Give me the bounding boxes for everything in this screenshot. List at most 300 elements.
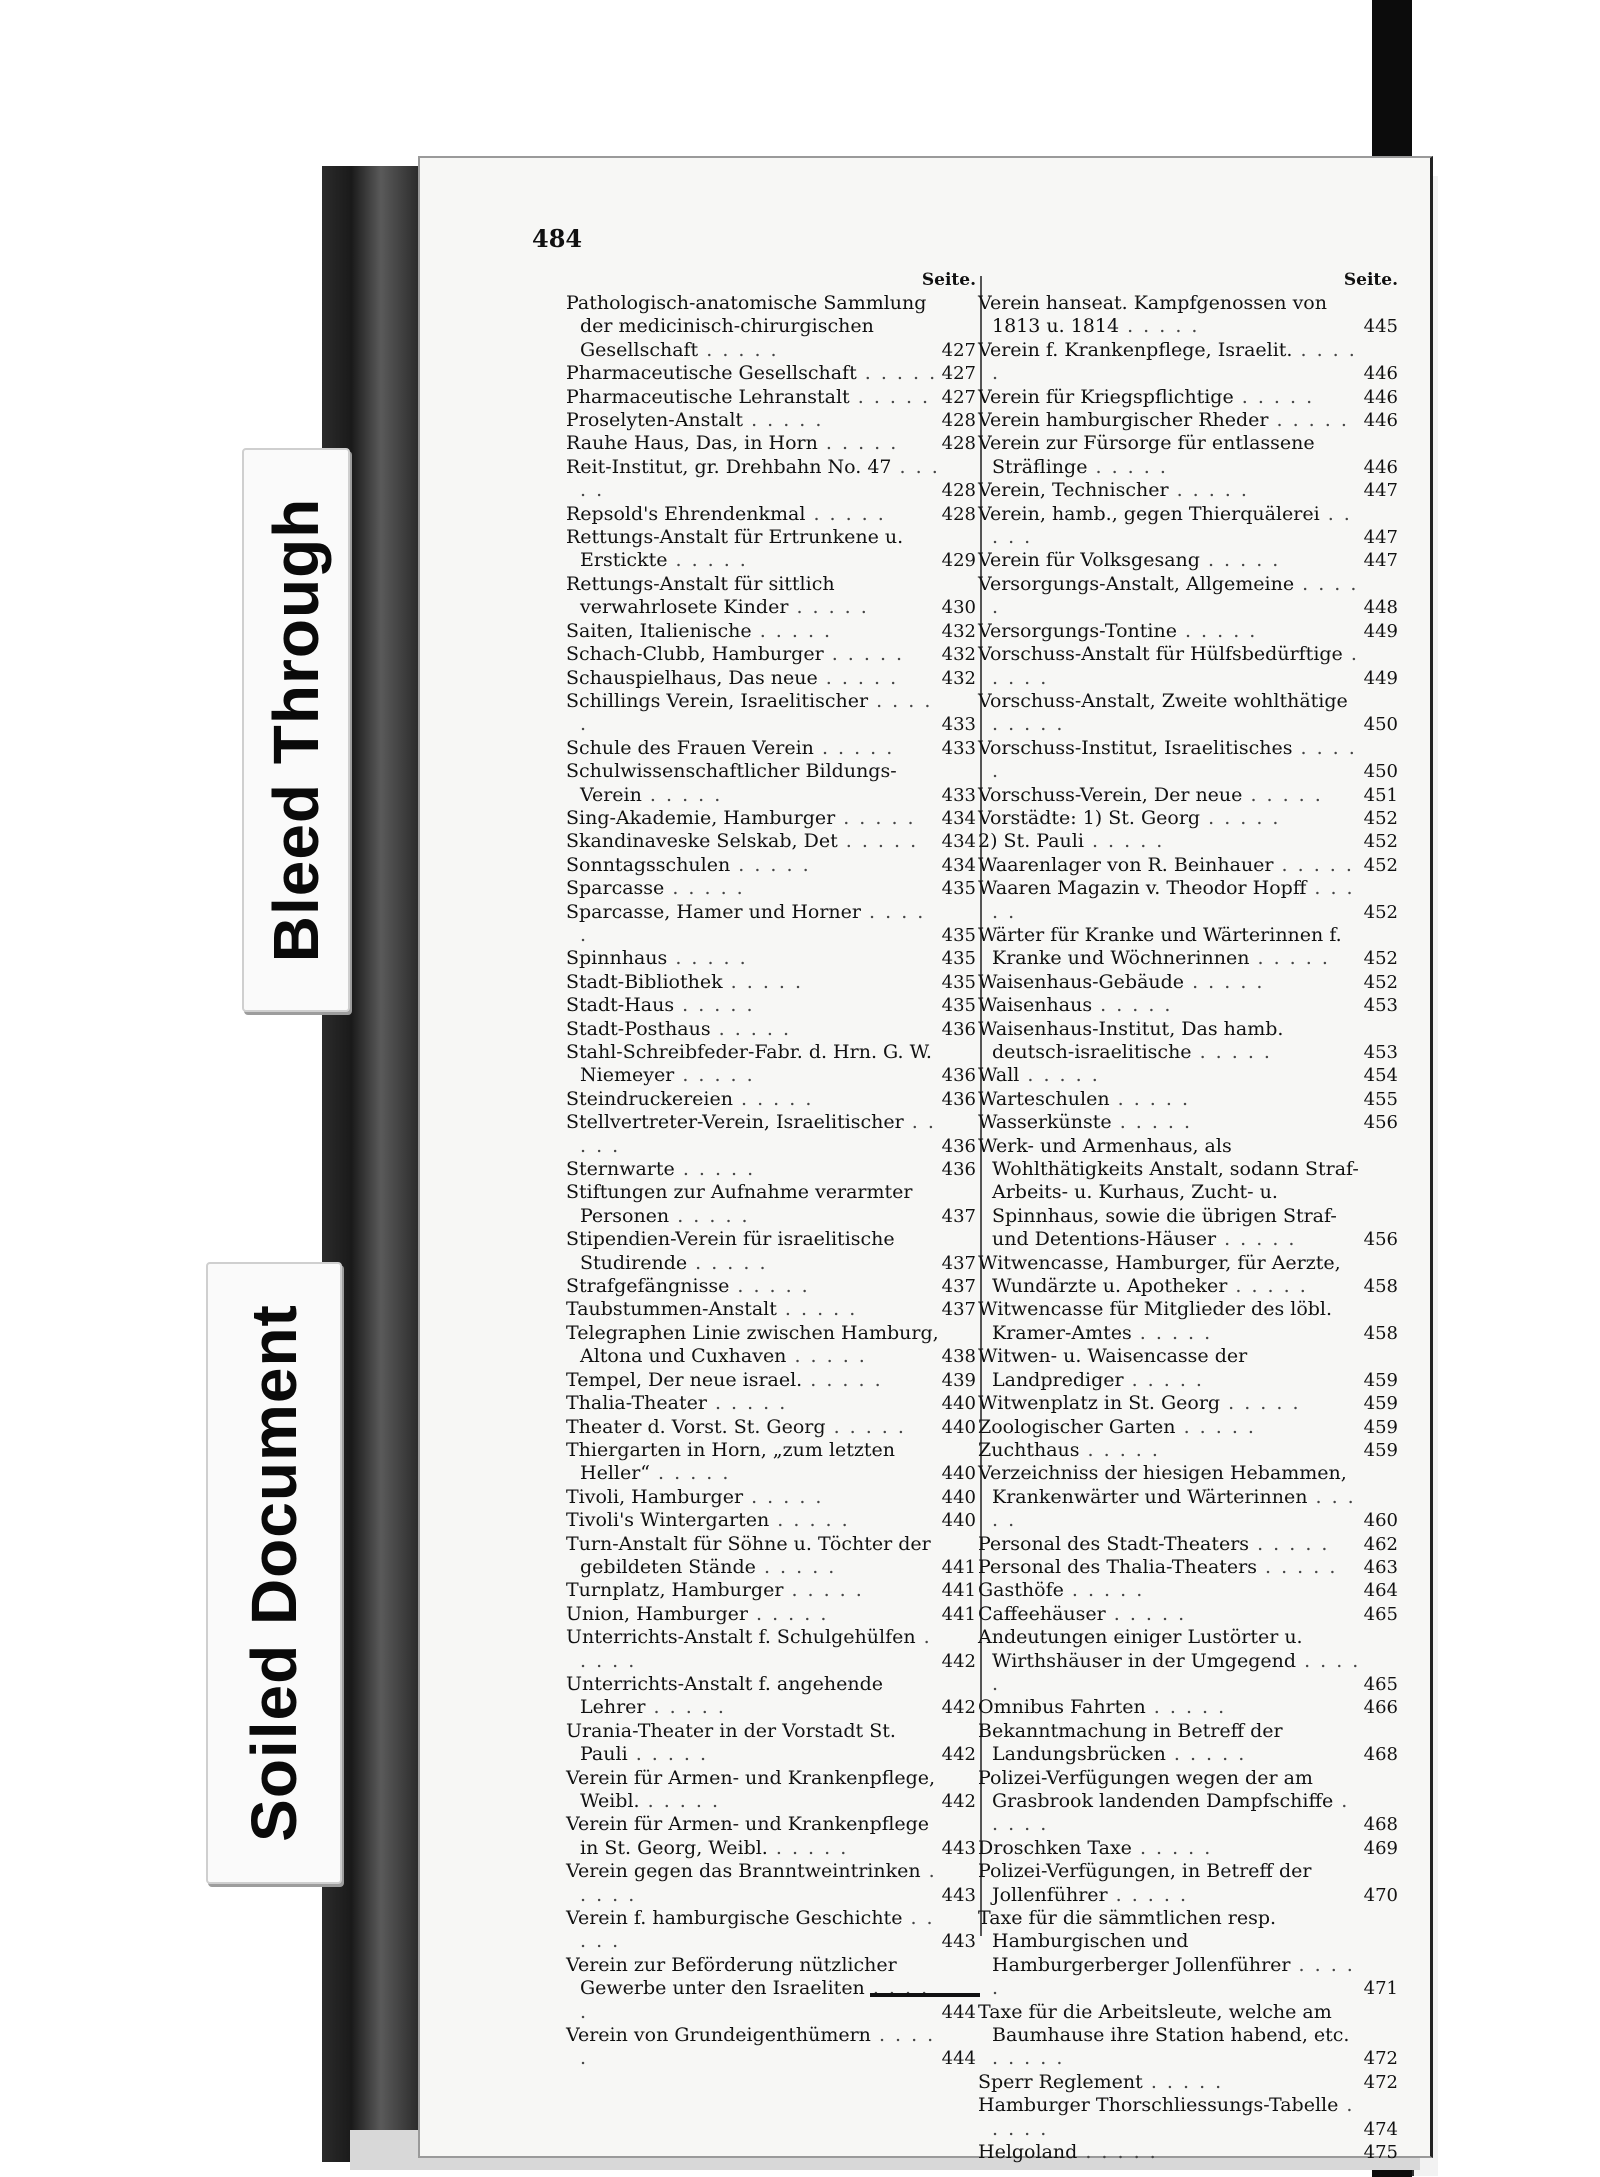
index-entry <box>566 1275 980 1298</box>
index-entry <box>978 690 1402 737</box>
entry-page-number: 452 <box>1363 971 1398 993</box>
entry-title: Telegraphen Linie zwischen Hamburg, Altona und Cuxhaven . . . <box>566 1322 980 1369</box>
index-entry <box>566 1181 980 1228</box>
entry-title: Verein für Kriegspflichtige . . . <box>978 386 1402 409</box>
entry-page-number: 432 <box>941 620 976 642</box>
entry-title: Verzeichniss der hiesigen Hebammen, Krankenwärter und Wärterinnen . . . <box>978 1462 1402 1532</box>
entry-page-number: 453 <box>1363 1042 1398 1063</box>
entry-page-number: 463 <box>1363 1556 1398 1578</box>
index-entries-left <box>566 292 980 2071</box>
entry-page-number: 428 <box>941 410 976 432</box>
index-entry <box>566 409 980 432</box>
entry-title: Steindruckereien . . . <box>566 1088 980 1111</box>
index-entry <box>566 1088 980 1111</box>
entry-page-number: 442 <box>941 1744 976 1766</box>
entry-title: Verein, Technischer . . . <box>978 479 1402 502</box>
entry-page-number: 440 <box>941 1463 976 1485</box>
entry-page-number: 469 <box>1363 1837 1398 1859</box>
index-entry <box>566 456 980 503</box>
entry-page-number: 447 <box>1363 480 1398 502</box>
entry-page-number: 459 <box>1363 1393 1398 1415</box>
index-entry <box>978 549 1402 572</box>
entry-page-number: 471 <box>1363 1978 1398 2000</box>
index-entry <box>978 807 1402 830</box>
entry-title: Verein für Volksgesang . . . <box>978 549 1402 572</box>
entry-page-number: 454 <box>1363 1065 1398 1087</box>
index-entry <box>978 1603 1402 1626</box>
entry-page-number: 465 <box>1363 1603 1398 1625</box>
index-entry <box>566 1322 980 1369</box>
index-entry <box>978 994 1402 1017</box>
entry-title: Versorgungs-Tontine . . . <box>978 620 1402 643</box>
index-entry <box>566 1860 980 1907</box>
entry-title: Vorschuss-Institut, Israelitisches . . . <box>978 737 1402 784</box>
entry-title: Sternwarte . . . <box>566 1158 980 1181</box>
entry-page-number: 437 <box>941 1205 976 1227</box>
index-entry <box>566 1720 980 1767</box>
entry-title: Vorschuss-Anstalt, Zweite wohlthätige . . . <box>978 690 1402 737</box>
entry-title: Stadt-Bibliothek . . . <box>566 971 980 994</box>
column-header-seite: Seite. <box>1343 270 1398 290</box>
entry-page-number: 435 <box>941 995 976 1017</box>
index-entry <box>978 503 1402 550</box>
entry-page-number: 452 <box>1363 948 1398 970</box>
entry-page-number: 443 <box>941 1884 976 1906</box>
index-entry <box>566 1603 980 1626</box>
index-entry <box>978 1837 1402 1860</box>
entry-page-number: 470 <box>1363 1884 1398 1906</box>
entry-title: Schauspielhaus, Das neue . . . <box>566 667 980 690</box>
entry-page-number: 440 <box>941 1393 976 1415</box>
entry-page-number: 427 <box>941 386 976 408</box>
entry-page-number: 462 <box>1363 1533 1398 1555</box>
entry-title: Waisenhaus . . . <box>978 994 1402 1017</box>
entry-title: Verein für Armen- und Krankenpflege in St. Georg, Weibl. . . . <box>566 1813 980 1860</box>
entry-page-number: 442 <box>941 1697 976 1719</box>
entry-page-number: 452 <box>1363 807 1398 829</box>
entry-title: Taxe für die sämmtlichen resp. Hamburgischen und Hamburgerberger Jollenführer . . . <box>978 1907 1402 2001</box>
entry-page-number: 440 <box>941 1510 976 1532</box>
entry-page-number: 427 <box>941 339 976 361</box>
entry-page-number: 451 <box>1363 784 1398 806</box>
entry-title: Hamburger Thorschliessungs-Tabelle . . . <box>978 2094 1402 2141</box>
index-entry <box>978 409 1402 432</box>
entry-page-number: 440 <box>941 1486 976 1508</box>
entry-page-number: 437 <box>941 1252 976 1274</box>
index-entry <box>566 503 980 526</box>
entry-page-number: 429 <box>941 550 976 572</box>
entry-title: Sparcasse, Hamer und Horner . . . <box>566 901 980 948</box>
decorative-rule <box>870 1993 980 1997</box>
entry-title: Personal des Stadt-Theaters . . . <box>978 1533 1402 1556</box>
index-entry <box>978 1462 1402 1532</box>
entry-page-number: 440 <box>941 1416 976 1438</box>
entry-page-number: 428 <box>941 503 976 525</box>
entry-page-number: 436 <box>941 1065 976 1087</box>
entry-title: Stahl-Schreibfeder-Fabr. d. Hrn. G. W. Niemeyer . . . <box>566 1041 980 1088</box>
entry-title: Thiergarten in Horn, „zum letzten Heller“ . . . <box>566 1439 980 1486</box>
index-entry <box>566 573 980 620</box>
entry-page-number: 444 <box>941 2048 976 2070</box>
index-column-right <box>978 270 1402 2165</box>
entry-page-number: 458 <box>1363 1322 1398 1344</box>
index-entry <box>978 1767 1402 1837</box>
index-entry <box>566 1369 980 1392</box>
entry-title: Turnplatz, Hamburger . . . <box>566 1579 980 1602</box>
entry-title: Waarenlager von R. Beinhauer . . . <box>978 854 1402 877</box>
index-entry <box>566 1907 980 1954</box>
index-entry <box>566 1579 980 1602</box>
soiled-document-tag <box>206 1262 342 1884</box>
index-entry <box>978 620 1402 643</box>
entry-page-number: 435 <box>941 878 976 900</box>
entry-page-number: 436 <box>941 1135 976 1157</box>
entry-page-number: 459 <box>1363 1369 1398 1391</box>
entry-page-number: 434 <box>941 807 976 829</box>
index-entry <box>978 1860 1402 1907</box>
entry-title: Unterrichts-Anstalt f. Schulgehülfen . . . <box>566 1626 980 1673</box>
index-entry <box>566 1392 980 1415</box>
index-entry <box>566 1018 980 1041</box>
entry-page-number: 436 <box>941 1088 976 1110</box>
entry-title: Polizei-Verfügungen, in Betreff der Jollenführer . . . <box>978 1860 1402 1907</box>
entry-page-number: 460 <box>1363 1510 1398 1532</box>
index-entry <box>566 620 980 643</box>
entry-page-number: 455 <box>1363 1088 1398 1110</box>
index-entries-right <box>978 292 1402 2165</box>
index-entry <box>978 432 1402 479</box>
entry-title: Schillings Verein, Israelitischer . . . <box>566 690 980 737</box>
entry-page-number: 452 <box>1363 831 1398 853</box>
entry-page-number: 430 <box>941 597 976 619</box>
bleed-through-tag <box>242 448 350 1012</box>
entry-page-number: 435 <box>941 948 976 970</box>
entry-title: Verein von Grundeigenthümern . . . <box>566 2024 980 2071</box>
entry-page-number: 472 <box>1363 2071 1398 2093</box>
index-entry <box>566 1626 980 1673</box>
entry-page-number: 444 <box>941 2001 976 2023</box>
entry-title: Verein f. hamburgische Geschichte . . . <box>566 1907 980 1954</box>
entry-page-number: 464 <box>1363 1580 1398 1602</box>
index-entry <box>566 2024 980 2071</box>
entry-page-number: 452 <box>1363 854 1398 876</box>
index-entry <box>978 854 1402 877</box>
entry-page-number: 428 <box>941 480 976 502</box>
index-entry <box>978 386 1402 409</box>
entry-title: Proselyten-Anstalt . . . <box>566 409 980 432</box>
entry-title: Verein f. Krankenpflege, Israelit. . . . <box>978 339 1402 386</box>
index-entry <box>978 1018 1402 1065</box>
index-entry <box>978 1392 1402 1415</box>
entry-page-number: 441 <box>941 1556 976 1578</box>
index-entry <box>978 830 1402 853</box>
entry-title: Stellvertreter-Verein, Israelitischer . . . <box>566 1111 980 1158</box>
entry-title: Witwencasse für Mitglieder des löbl. Kramer-Amtes . . . <box>978 1298 1402 1345</box>
index-entry <box>566 994 980 1017</box>
index-entry <box>566 1228 980 1275</box>
entry-page-number: 442 <box>941 1791 976 1812</box>
entry-page-number: 447 <box>1363 527 1398 549</box>
entry-page-number: 452 <box>1363 901 1398 923</box>
entry-title: Verein, hamb., gegen Thierquälerei . . . <box>978 503 1402 550</box>
index-entry <box>978 2001 1402 2071</box>
index-entry <box>566 1416 980 1439</box>
entry-page-number: 433 <box>941 737 976 759</box>
index-entry <box>566 1041 980 1088</box>
index-entry <box>566 667 980 690</box>
entry-page-number: 446 <box>1363 410 1398 432</box>
column-header-seite: Seite. <box>921 270 976 290</box>
entry-title: Turn-Anstalt für Söhne u. Töchter der gebildeten Stände . . . <box>566 1533 980 1580</box>
entry-title: Verein hamburgischer Rheder . . . <box>978 409 1402 432</box>
entry-title: Waisenhaus-Institut, Das hamb. deutsch-israelitische . . . <box>978 1018 1402 1065</box>
index-entry <box>978 1579 1402 1602</box>
index-entry <box>566 1439 980 1486</box>
index-entry <box>978 1088 1402 1111</box>
soiled-document-label: Soiled Document <box>238 1304 310 1842</box>
entry-title: Waaren Magazin v. Theodor Hopff . . . <box>978 877 1402 924</box>
index-column-left <box>566 270 980 2071</box>
index-entry <box>978 1111 1402 1134</box>
entry-page-number: 443 <box>941 1837 976 1859</box>
entry-page-number: 474 <box>1363 2118 1398 2140</box>
entry-title: Tempel, Der neue israel. . . . <box>566 1369 980 1392</box>
index-entry <box>978 1135 1402 1252</box>
index-entry <box>566 807 980 830</box>
entry-title: Verein zur Fürsorge für entlassene Sträflinge . . . <box>978 432 1402 479</box>
index-entry <box>978 737 1402 784</box>
index-entry <box>978 1720 1402 1767</box>
entry-title: Polizei-Verfügungen wegen der am Grasbrook landenden Dampfschiffe . . . <box>978 1767 1402 1837</box>
index-entry <box>566 830 980 853</box>
entry-title: Unterrichts-Anstalt f. angehende Lehrer . . . <box>566 1673 980 1720</box>
entry-title: Stipendien-Verein für israelitische Studirende . . . <box>566 1228 980 1275</box>
index-entry <box>978 479 1402 502</box>
entry-title: Caffeehäuser . . . <box>978 1603 1402 1626</box>
entry-title: Schach-Clubb, Hamburger . . . <box>566 643 980 666</box>
index-entry <box>566 1486 980 1509</box>
entry-page-number: 450 <box>1363 714 1398 736</box>
entry-title: Zoologischer Garten . . . <box>978 1416 1402 1439</box>
entry-page-number: 436 <box>941 1159 976 1181</box>
index-entry <box>978 1696 1402 1719</box>
index-entry <box>978 573 1402 620</box>
entry-page-number: 446 <box>1363 456 1398 478</box>
entry-title: Witwenplatz in St. Georg . . . <box>978 1392 1402 1415</box>
index-entry <box>566 1813 980 1860</box>
entry-page-number: 458 <box>1363 1276 1398 1298</box>
entry-title: Urania-Theater in der Vorstadt St. Pauli . . . <box>566 1720 980 1767</box>
entry-title: Saiten, Italienische . . . <box>566 620 980 643</box>
entry-page-number: 450 <box>1363 761 1398 783</box>
index-entry <box>566 526 980 573</box>
entry-page-number: 453 <box>1363 995 1398 1017</box>
entry-title: Sing-Akademie, Hamburger . . . <box>566 807 980 830</box>
entry-page-number: 449 <box>1363 620 1398 642</box>
entry-page-number: 448 <box>1363 597 1398 619</box>
entry-page-number: 456 <box>1363 1229 1398 1251</box>
index-entry <box>566 292 980 362</box>
entry-title: Pharmaceutische Lehranstalt . . . <box>566 386 980 409</box>
index-entry <box>978 1533 1402 1556</box>
entry-title: Verein gegen das Branntweintrinken . . . <box>566 1860 980 1907</box>
index-entry <box>566 971 980 994</box>
index-entry <box>566 1533 980 1580</box>
entry-title: Versorgungs-Anstalt, Allgemeine . . . <box>978 573 1402 620</box>
entry-page-number: 449 <box>1363 667 1398 689</box>
index-entry <box>566 1111 980 1158</box>
index-entry <box>566 1298 980 1321</box>
entry-page-number: 437 <box>941 1276 976 1298</box>
entry-page-number: 433 <box>941 784 976 806</box>
index-entry <box>978 971 1402 994</box>
entry-title: Schulwissenschaftlicher Bildungs-Verein . . . <box>566 760 980 807</box>
entry-page-number: 446 <box>1363 386 1398 408</box>
entry-title: Stiftungen zur Aufnahme verarmter Personen . . . <box>566 1181 980 1228</box>
index-entry <box>978 1416 1402 1439</box>
entry-page-number: 442 <box>941 1650 976 1672</box>
bleed-through-label: Bleed Through <box>260 497 332 963</box>
index-entry <box>566 1673 980 1720</box>
entry-title: Verein hanseat. Kampfgenossen von 1813 u. 1814 . . . <box>978 292 1402 339</box>
entry-title: Rettungs-Anstalt für sittlich verwahrlosete Kinder . . . <box>566 573 980 620</box>
entry-title: Bekanntmachung in Betreff der Landungsbrücken . . . <box>978 1720 1402 1767</box>
index-entry <box>566 947 980 970</box>
entry-title: Pharmaceutische Gesellschaft . . . <box>566 362 980 385</box>
entry-title: Personal des Thalia-Theaters . . . <box>978 1556 1402 1579</box>
entry-title: Andeutungen einiger Lustörter u. Wirthshäuser in der Umgegend . . . <box>978 1626 1402 1696</box>
index-entry <box>978 1252 1402 1299</box>
entry-title: Witwen- u. Waisencasse der Landprediger . . . <box>978 1345 1402 1392</box>
entry-title: Taxe für die Arbeitsleute, welche am Baumhause ihre Station habend, etc. . . . <box>978 2001 1402 2071</box>
index-entry <box>566 1158 980 1181</box>
entry-page-number: 441 <box>941 1603 976 1625</box>
index-entry <box>978 292 1402 339</box>
entry-title: Vorschuss-Verein, Der neue . . . <box>978 784 1402 807</box>
entry-title: Strafgefängnisse . . . <box>566 1275 980 1298</box>
entry-page-number: 446 <box>1363 363 1398 385</box>
entry-title: Sperr Reglement . . . <box>978 2071 1402 2094</box>
index-entry <box>978 1626 1402 1696</box>
entry-title: Union, Hamburger . . . <box>566 1603 980 1626</box>
entry-title: Theater d. Vorst. St. Georg . . . <box>566 1416 980 1439</box>
entry-page-number: 465 <box>1363 1673 1398 1695</box>
entry-page-number: 439 <box>941 1369 976 1391</box>
entry-page-number: 447 <box>1363 550 1398 572</box>
entry-title: Wasserkünste . . . <box>978 1111 1402 1134</box>
entry-title: Rettungs-Anstalt für Ertrunkene u. Erstickte . . . <box>566 526 980 573</box>
index-entry <box>566 643 980 666</box>
entry-title: Rauhe Haus, Das, in Horn . . . <box>566 432 980 455</box>
index-entry <box>566 432 980 455</box>
entry-page-number: 466 <box>1363 1697 1398 1719</box>
index-entry <box>566 386 980 409</box>
entry-title: Werk- und Armenhaus, als Wohlthätigkeits Anstalt, sodann Straf-Arbeits- u. Kurhaus, Zucht- u. Spinnhaus, sowie die übrigen Straf- und Detentions-Häuser . . . <box>978 1135 1402 1252</box>
index-entry <box>978 784 1402 807</box>
entry-title: Tivoli, Hamburger . . . <box>566 1486 980 1509</box>
entry-title: Skandinaveske Selskab, Det . . . <box>566 830 980 853</box>
entry-title: Tivoli's Wintergarten . . . <box>566 1509 980 1532</box>
entry-title: Vorstädte: 1) St. Georg . . . <box>978 807 1402 830</box>
entry-page-number: 445 <box>1363 316 1398 338</box>
entry-page-number: 456 <box>1363 1112 1398 1134</box>
index-entry <box>566 877 980 900</box>
entry-title: Repsold's Ehrendenkmal . . . <box>566 503 980 526</box>
entry-title: Omnibus Fahrten . . . <box>978 1696 1402 1719</box>
index-entry <box>566 854 980 877</box>
entry-title: Sparcasse . . . <box>566 877 980 900</box>
index-entry <box>978 1064 1402 1087</box>
index-entry <box>566 760 980 807</box>
entry-title: Stadt-Posthaus . . . <box>566 1018 980 1041</box>
entry-title: Wall . . . <box>978 1064 1402 1087</box>
index-entry <box>978 1439 1402 1462</box>
entry-title: Taubstummen-Anstalt . . . <box>566 1298 980 1321</box>
entry-title: Warteschulen . . . <box>978 1088 1402 1111</box>
entry-page-number: 437 <box>941 1299 976 1321</box>
entry-page-number: 432 <box>941 644 976 666</box>
index-entry <box>566 737 980 760</box>
entry-page-number: 459 <box>1363 1439 1398 1461</box>
index-entry <box>978 2141 1402 2164</box>
entry-title: Sonntagsschulen . . . <box>566 854 980 877</box>
entry-page-number: 436 <box>941 1018 976 1040</box>
index-entry <box>978 339 1402 386</box>
entry-title: 2) St. Pauli . . . <box>978 830 1402 853</box>
entry-page-number: 472 <box>1363 2048 1398 2070</box>
entry-page-number: 435 <box>941 924 976 946</box>
entry-title: Schule des Frauen Verein . . . <box>566 737 980 760</box>
index-entry <box>566 362 980 385</box>
index-entry <box>978 877 1402 924</box>
entry-page-number: 432 <box>941 667 976 689</box>
entry-page-number: 434 <box>941 854 976 876</box>
index-entry <box>566 901 980 948</box>
index-entry <box>978 2071 1402 2094</box>
page-number: 484 <box>532 224 583 253</box>
entry-page-number: 441 <box>941 1580 976 1602</box>
entry-page-number: 443 <box>941 1931 976 1953</box>
entry-title: Zuchthaus . . . <box>978 1439 1402 1462</box>
entry-title: Gasthöfe . . . <box>978 1579 1402 1602</box>
index-entry <box>978 643 1402 690</box>
entry-page-number: 468 <box>1363 1814 1398 1836</box>
index-entry <box>978 1345 1402 1392</box>
entry-title: Witwencasse, Hamburger, für Aerzte, Wundärzte u. Apotheker . . . <box>978 1252 1402 1299</box>
entry-title: Thalia-Theater . . . <box>566 1392 980 1415</box>
entry-page-number: 438 <box>941 1346 976 1368</box>
entry-page-number: 433 <box>941 714 976 736</box>
entry-page-number: 427 <box>941 363 976 385</box>
entry-title: Verein für Armen- und Krankenpflege, Weibl. . . . <box>566 1767 980 1814</box>
entry-page-number: 435 <box>941 971 976 993</box>
index-entry <box>566 1767 980 1814</box>
entry-title: Reit-Institut, gr. Drehbahn No. 47 . . . <box>566 456 980 503</box>
entry-title: Verein zur Beförderung nützlicher Gewerbe unter den Israeliten . . . <box>566 1954 980 2024</box>
entry-page-number: 428 <box>941 433 976 455</box>
entry-title: Wärter für Kranke und Wärterinnen f. Kranke und Wöchnerinnen . . . <box>978 924 1402 971</box>
entry-title: Spinnhaus . . . <box>566 947 980 970</box>
index-entry <box>978 2094 1402 2141</box>
index-entry <box>978 1907 1402 2001</box>
entry-page-number: 434 <box>941 831 976 853</box>
entry-title: Stadt-Haus . . . <box>566 994 980 1017</box>
entry-title: Helgoland . . . <box>978 2141 1402 2164</box>
entry-page-number: 468 <box>1363 1744 1398 1766</box>
entry-title: Pathologisch-anatomische Sammlung der medicinisch-chirurgischen Gesellschaft . . . <box>566 292 980 362</box>
entry-title: Droschken Taxe . . . <box>978 1837 1402 1860</box>
index-entry <box>566 690 980 737</box>
